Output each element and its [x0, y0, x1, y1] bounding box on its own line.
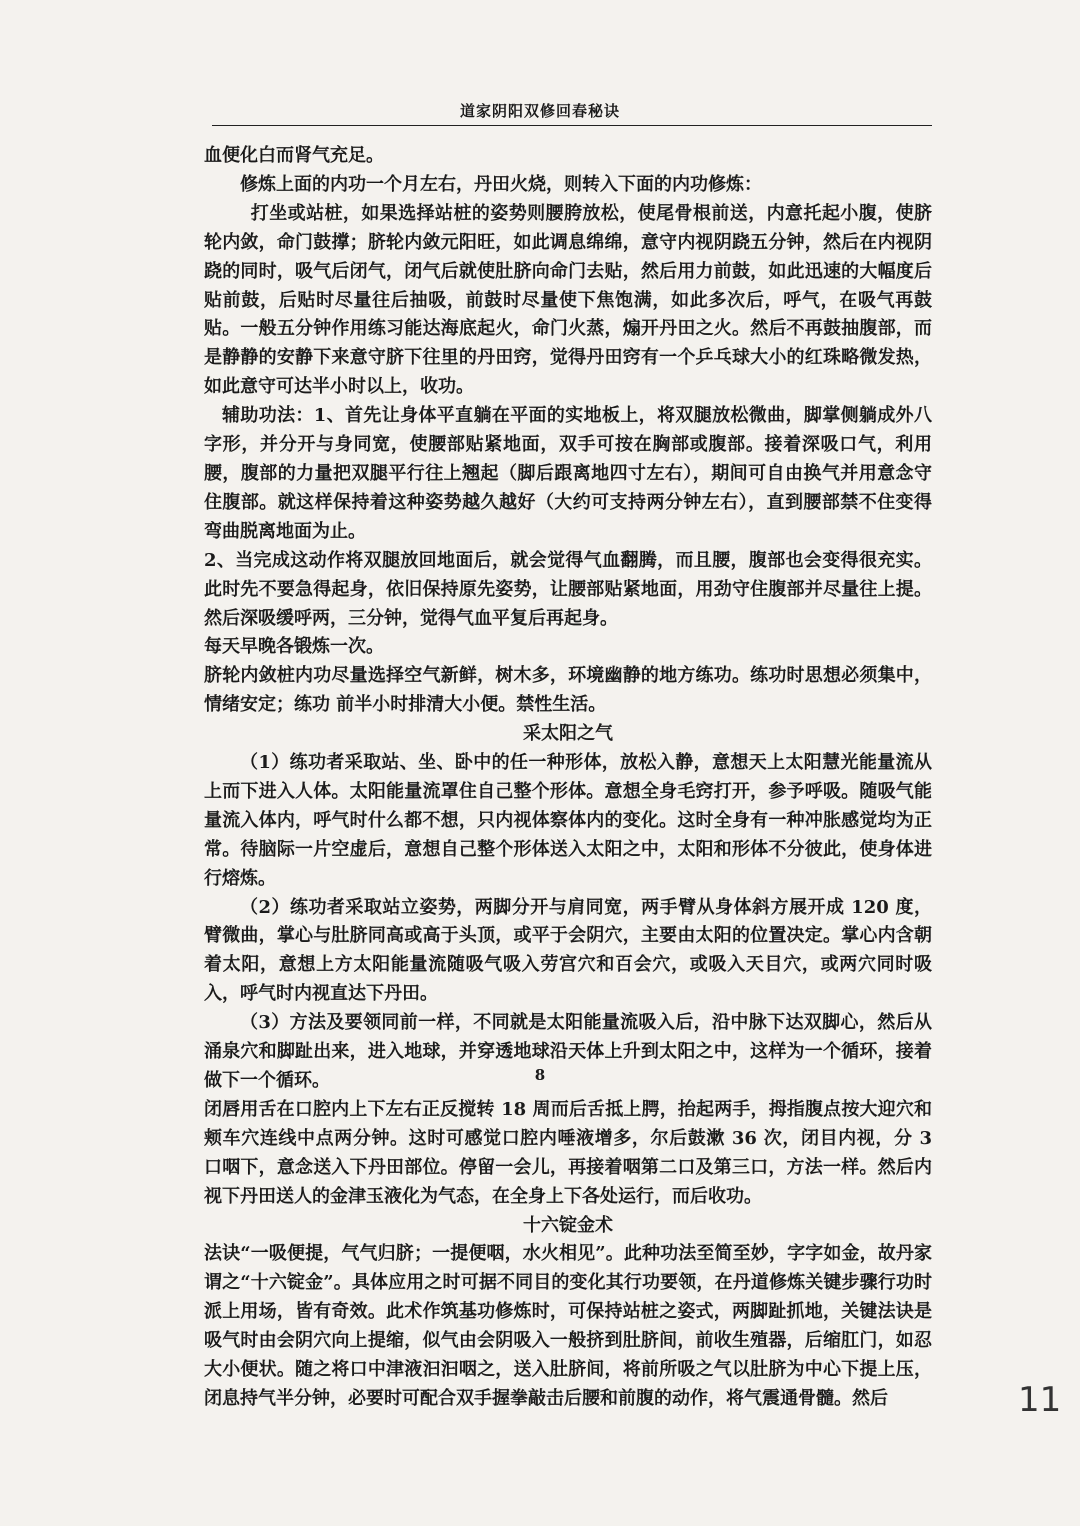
paragraph: 打坐或站桩，如果选择站桩的姿势则腰胯放松，使尾骨根前送，内意托起小腹，使脐轮内敛，命门鼓撑；脐轮内敛元阳旺，如此调息绵绵，意守内视阴跷五分钟，然后在内视阴跷的同时，吸气后闭气，闭气后就使肚脐向命门去贴，然后用力前鼓，如此迅速的大幅度后贴前鼓，后贴时尽量往后抽吸，前鼓时尽量使下焦饱满，如此多次后，呼气，在吸气再鼓贴。一般五分钟作用练习能达海底起火，命门火蒸，煽开丹田之火。然后不再鼓抽腹部，而是静静的安静下来意守脐下往里的丹田窍，觉得丹田窍有一个乒乓球大小的红珠略微发热，如此意守可达半小时以上，收功。 [204, 202, 932, 398]
paragraph: 2、当完成这动作将双腿放回地面后，就会觉得气血翻腾，而且腰，腹部也会变得很充实。此时先不要急得起身，依旧保持原先姿势，让腰部贴紧地面，用劲守住腹部并尽量往上提。然后深吸缓呼两，三分钟，觉得气血平复后再起身。 [204, 549, 932, 629]
handwritten-mark: 11 [1018, 1380, 1062, 1420]
paragraph: （1）练功者采取站、坐、卧中的任一种形体，放松入静，意想天上太阳慧光能量流从上而下进入人体。太阳能量流罩住自己整个形体。意想全身毛窍打开，参予呼吸。随吸气能量流入体内，呼气时什么都不想，只内视体察体内的变化。这时全身有一种冲胀感觉均为正常。待脑际一片空虚后，意想自己整个形体送入太阳之中，太阳和形体不分彼此，使身体进行熔炼。 [204, 752, 932, 889]
section-heading: 采太阳之气 [523, 723, 613, 745]
paragraph: 辅助功法：1、首先让身体平直躺在平面的实地板上，将双腿放松微曲，脚掌侧躺成外八字形，并分开与身同宽，使腰部贴紧地面，双手可按在胸部或腹部。接着深吸口气，利用腰，腹部的力量把双腿平行往上翘起（脚后跟离地四寸左右），期间可自由换气并用意念守住腹部。就这样保持着这种姿势越久越好（大约可支持两分钟左右），直到腰部禁不住变得弯曲脱离地面为止。 [204, 405, 932, 542]
paragraph: （3）方法及要领同前一样，不同就是太阳能量流吸入后，沿中脉下达双脚心，然后从涌泉穴和脚趾出来，进入地球，并穿透地球沿天体上升到太阳之中，这样为一个循环，接着做下一个循环。 [204, 1012, 932, 1091]
body-text [204, 142, 932, 1414]
paragraph: 每天早晚各锻炼一次。 [204, 636, 384, 658]
paragraph: 法诀“一吸便提，气气归脐；一提便咽，水火相见”。此种功法至简至妙，字字如金，故丹家谓之“十六锭金”。具体应用之时可据不同目的变化其行功要领，在丹道修炼关键步骤行功时派上用场，皆有奇效。此术作筑基功修炼时，可保持站桩之姿式，两脚趾抓地，关键法诀是吸气时由会阴穴向上提缩，似气由会阴吸入一般挤到肚脐间，前收生殖器，后缩肛门，如忍大小便状。随之将口中津液汩汩咽之，送入肚脐间，将前所吸之气以肚脐为中心下提上压，闭息持气半分钟，必要时可配合双手握拳敲击后腰和前腹的动作，将气震通骨髓。然后 [204, 1243, 932, 1409]
paragraph: （2）练功者采取站立姿势，两脚分开与肩同宽，两手臂从身体斜方展开成 120 度，臂微曲，掌心与肚脐同高或高于头顶，或平于会阴穴，主要由太阳的位置决定。掌心内含朝着太阳，意想上方太阳能量流随吸气吸入劳宫穴和百会穴，或吸入天目穴，或两穴同时吸入，呼气时内视直达下丹田。 [204, 896, 932, 1005]
page-number: 8 [534, 1066, 546, 1084]
header-divider [212, 125, 932, 126]
paragraph: 闭唇用舌在口腔内上下左右正反搅转 18 周而后舌抵上腭，抬起两手，拇指腹点按大迎穴和颊车穴连线中点两分钟。这时可感觉口腔内唾液增多，尔后鼓漱 36 次，闭目内视，分 3 口咽下，意念送入下丹田部位。停留一会儿，再接着咽第二口及第三口，方法一样。然后内视下丹田送人的金津玉液化为气态，在全身上下各处运行，而后收功。 [204, 1098, 932, 1207]
paragraph: 脐轮内敛桩内功尽量选择空气新鲜，树木多，环境幽静的地方练功。练功时思想必须集中，情绪安定；练功 前半小时排清大小便。禁性生活。 [204, 665, 932, 716]
paragraph: 修炼上面的内功一个月左右，丹田火烧，则转入下面的内功修炼： [240, 173, 762, 195]
running-header-title: 道家阴阳双修回春秘诀 [459, 102, 620, 120]
paragraph: 血便化白而肾气充足。 [204, 145, 384, 166]
section-heading: 十六锭金术 [523, 1214, 613, 1236]
